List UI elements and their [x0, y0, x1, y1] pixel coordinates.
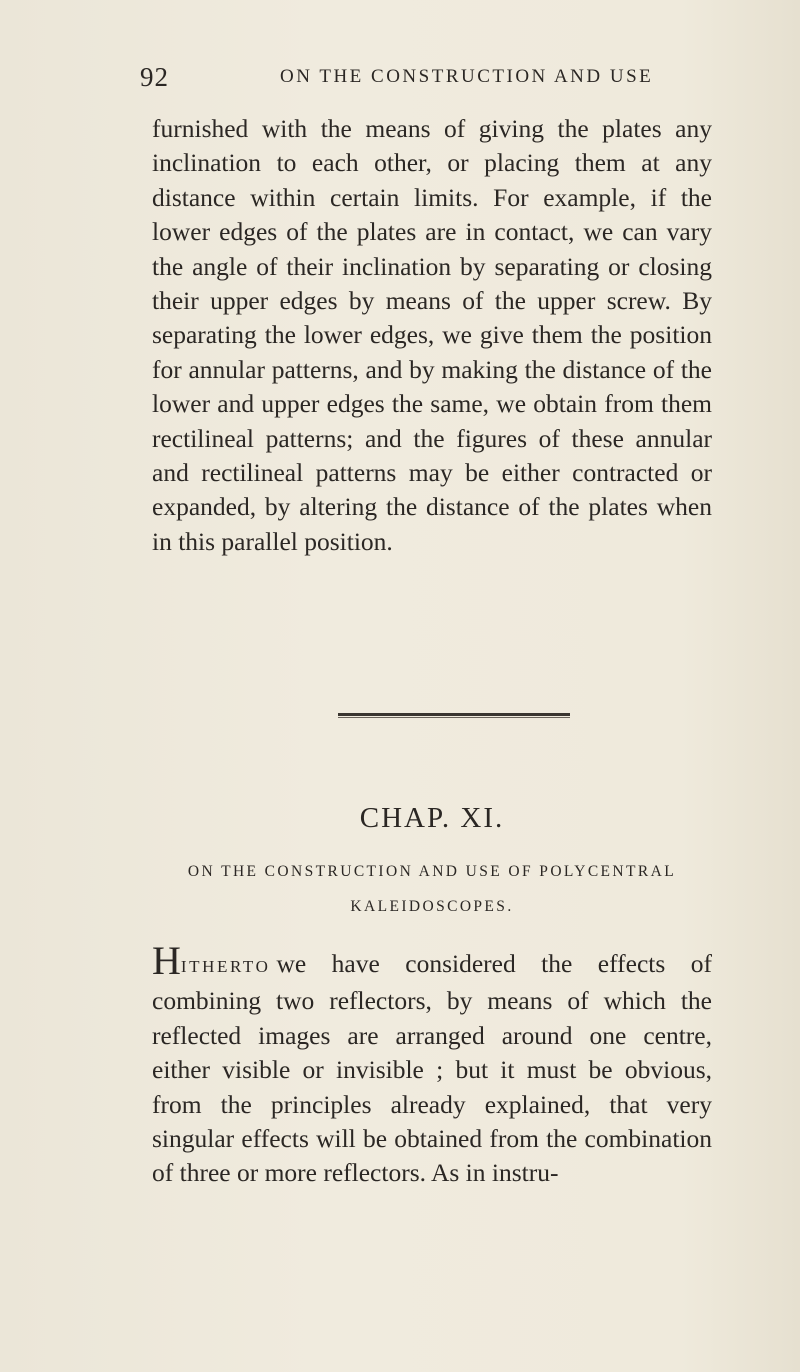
- chapter-divider: [338, 713, 570, 718]
- chapter-subtitle: KALEIDOSCOPES.: [350, 898, 514, 915]
- drop-cap: H: [152, 938, 181, 983]
- paragraph: [152, 938, 712, 1191]
- paragraph-text: we have considered the effects of combining two reflectors, by means of which the reflected images are arranged around one centre, either visible or invisible ; but it must be obvious, from the principles already explained, that very singular effects will be obtained from the combination of three or more reflectors. As in instru-: [152, 949, 712, 1188]
- running-title: ON THE CONSTRUCTION AND USE: [280, 66, 654, 87]
- running-head: [140, 62, 700, 96]
- page-number: 92: [140, 62, 169, 92]
- chapter-subtitle: ON THE CONSTRUCTION AND USE OF POLYCENTRAL: [187, 863, 677, 880]
- chapter-heading: CHAP. XI.: [359, 802, 505, 834]
- paragraph: furnished with the means of giving the plates any inclination to each other, or placing them at any distance within certain limits. For example, if the lower edges of the plates are in contact, we can vary the angle of their inclination by separating or closing their upper edges by means of the upper screw. By separating the lower edges, we give them the position for annular patterns, and by making the distance of the lower and upper edges the same, we obtain from them rectilineal patterns; and the figures of these annular and rectilineal patterns may be either contracted or expanded, by altering the distance of the plates when in this parallel position.: [152, 114, 712, 556]
- small-caps-word: ITHERTO: [180, 957, 271, 976]
- chapter-body-text: [152, 938, 712, 1191]
- body-text: [152, 112, 712, 559]
